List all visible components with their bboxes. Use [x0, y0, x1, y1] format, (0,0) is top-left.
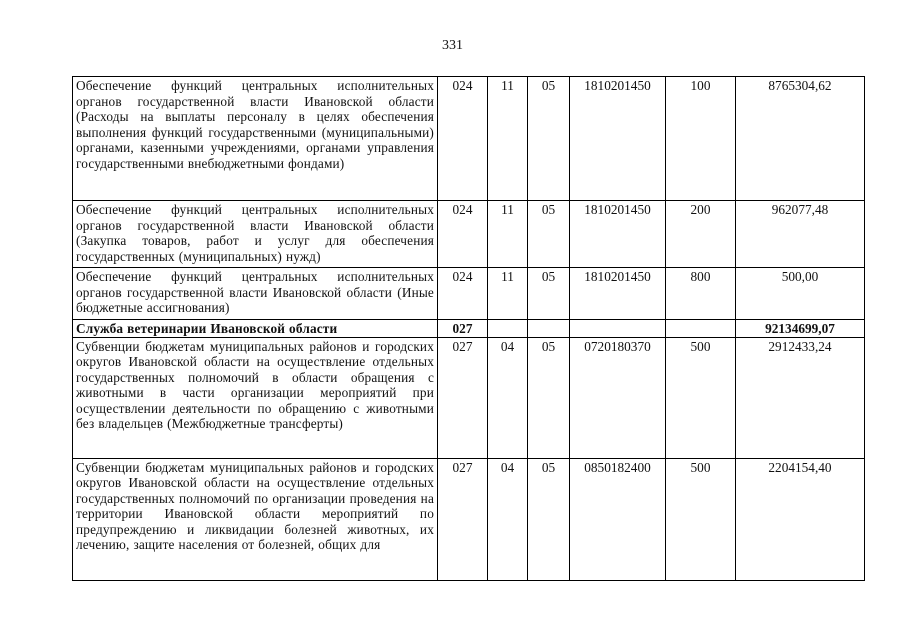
- table-row: [73, 201, 865, 268]
- row-target-article: 1810201450: [570, 268, 666, 320]
- table-row: [73, 268, 865, 320]
- budget-table: [72, 76, 865, 581]
- row-amount: 962077,48: [736, 201, 865, 268]
- row-amount: 2912433,24: [736, 337, 865, 458]
- row-description: Обеспечение функций центральных исполнительных органов государственной власти Ивановской области (Закупка товаров, работ и услуг для обеспечения государственных (муниципальных) нужд): [73, 201, 438, 268]
- row-section-code: 11: [488, 77, 528, 201]
- row-amount: 500,00: [736, 268, 865, 320]
- row-expense-type: 500: [666, 458, 736, 580]
- row-subsection-code: 05: [528, 77, 570, 201]
- row-description: Служба ветеринарии Ивановской области: [73, 320, 438, 338]
- row-target-article: 0720180370: [570, 337, 666, 458]
- row-target-article: 0850182400: [570, 458, 666, 580]
- row-department-code: 027: [438, 337, 488, 458]
- row-section-code: [488, 320, 528, 338]
- row-subsection-code: [528, 320, 570, 338]
- table-row: [73, 77, 865, 201]
- page-number: 331: [442, 38, 463, 53]
- table-row: [73, 337, 865, 458]
- row-section-code: 11: [488, 268, 528, 320]
- row-expense-type: 200: [666, 201, 736, 268]
- row-department-code: 024: [438, 77, 488, 201]
- row-department-code: 027: [438, 458, 488, 580]
- row-section-code: 04: [488, 337, 528, 458]
- row-section-code: 04: [488, 458, 528, 580]
- row-subsection-code: 05: [528, 201, 570, 268]
- row-target-article: [570, 320, 666, 338]
- row-department-code: 024: [438, 268, 488, 320]
- row-target-article: 1810201450: [570, 201, 666, 268]
- row-expense-type: 500: [666, 337, 736, 458]
- row-amount: 92134699,07: [736, 320, 865, 338]
- row-description: Обеспечение функций центральных исполнительных органов государственной власти Ивановской области (Расходы на выплаты персоналу в целях обеспечения выполнения функций государственными (муниципальными) органами, казенными учреждениями, органами управления государственными внебюджетными фондами): [73, 77, 438, 201]
- row-subsection-code: 05: [528, 268, 570, 320]
- row-expense-type: 100: [666, 77, 736, 201]
- row-expense-type: [666, 320, 736, 338]
- row-expense-type: 800: [666, 268, 736, 320]
- row-target-article: 1810201450: [570, 77, 666, 201]
- row-description: Субвенции бюджетам муниципальных районов и городских округов Ивановской области на осуществление отдельных государственных полномочий в области обращения с животными в части организации мероприятий при осуществлении деятельности по обращению с животными без владельцев (Межбюджетные трансферты): [73, 337, 438, 458]
- row-amount: 8765304,62: [736, 77, 865, 201]
- row-description: Обеспечение функций центральных исполнительных органов государственной власти Ивановской области (Иные бюджетные ассигнования): [73, 268, 438, 320]
- row-subsection-code: 05: [528, 458, 570, 580]
- table-row: [73, 458, 865, 580]
- row-amount: 2204154,40: [736, 458, 865, 580]
- row-section-code: 11: [488, 201, 528, 268]
- row-department-code: 027: [438, 320, 488, 338]
- row-department-code: 024: [438, 201, 488, 268]
- row-description: Субвенции бюджетам муниципальных районов и городских округов Ивановской области на осуществление отдельных государственных полномочий по организации проведения на территории Ивановской области мероприятий по предупреждению и ликвидации болезней животных, их лечению, защите населения от болезней, общих для: [73, 458, 438, 580]
- table-row-section-header: [73, 320, 865, 338]
- row-subsection-code: 05: [528, 337, 570, 458]
